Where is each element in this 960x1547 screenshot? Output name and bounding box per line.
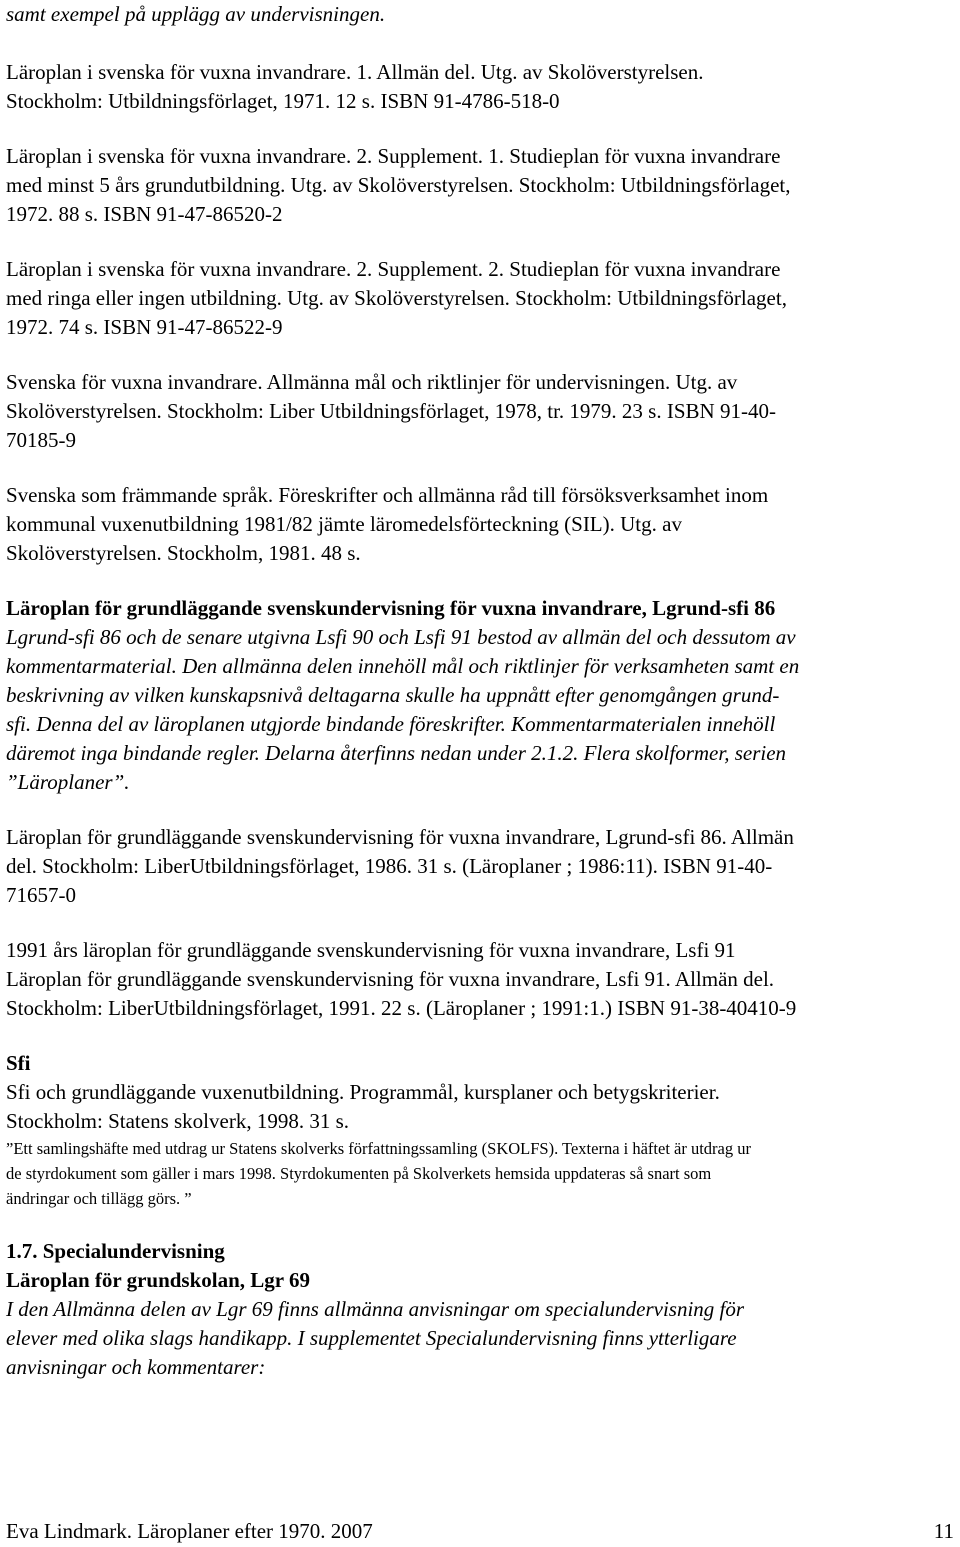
note-line: ”Ett samlingshäfte med utdrag ur Statens skolverks författningssamling (SKOLFS). Texterna i häftet är utdrag ur <box>6 1139 751 1158</box>
heading-text: Läroplan för grundläggande svenskundervisning för vuxna invandrare, Lgrund-sfi 86 <box>6 596 776 620</box>
reference-line: 1972. 88 s. ISBN 91-47-86520-2 <box>6 202 283 226</box>
reference-line: Skolöverstyrelsen. Stockholm, 1981. 48 s. <box>6 541 361 565</box>
reference-line: Skolöverstyrelsen. Stockholm: Liber Utbildningsförlaget, 1978, tr. 1979. 23 s. ISBN 91-40- <box>6 399 776 423</box>
description-line: däremot inga bindande regler. Delarna återfinns nedan under 2.1.2. Flera skolformer, serien <box>6 741 787 765</box>
section-heading-lgrund <box>6 594 954 623</box>
heading-text: 1.7. Specialundervisning <box>6 1239 225 1263</box>
reference-line: 1972. 74 s. ISBN 91-47-86522-9 <box>6 315 283 339</box>
reference-entry <box>6 1078 954 1136</box>
special-description <box>6 1295 954 1382</box>
reference-line: Läroplan för grundläggande svenskundervisning för vuxna invandrare, Lgrund-sfi 86. Allmän <box>6 825 794 849</box>
description-line: kommentarmaterial. Den allmänna delen innehöll mål och riktlinjer för verksamheten samt en <box>6 654 800 678</box>
reference-entry <box>6 936 954 1023</box>
page-footer <box>6 1517 954 1546</box>
reference-line: del. Stockholm: LiberUtbildningsförlaget, 1986. 31 s. (Läroplaner ; 1986:11). ISBN 91-40- <box>6 854 773 878</box>
reference-line: Stockholm: Statens skolverk, 1998. 31 s. <box>6 1109 349 1133</box>
reference-entry <box>6 368 954 455</box>
reference-entry <box>6 823 954 910</box>
reference-entry <box>6 142 954 229</box>
reference-line: 70185-9 <box>6 428 76 452</box>
page-number: 11 <box>933 1519 954 1543</box>
reference-line: 71657-0 <box>6 883 76 907</box>
note-line: de styrdokument som gäller i mars 1998. Styrdokumenten på Skolverkets hemsida uppdateras så snart som <box>6 1164 712 1183</box>
reference-line: Stockholm: LiberUtbildningsförlaget, 1991. 22 s. (Läroplaner ; 1991:1.) ISBN 91-38-40410-9 <box>6 996 797 1020</box>
section-heading-sfi <box>6 1049 954 1078</box>
reference-line: Läroplan i svenska för vuxna invandrare. 2. Supplement. 2. Studieplan för vuxna invandrare <box>6 257 781 281</box>
heading-text: Sfi <box>6 1051 31 1075</box>
document-page <box>6 0 954 1382</box>
description-line: ”Läroplaner”. <box>6 770 130 794</box>
description-line: elever med olika slags handikapp. I supplementet Specialundervisning finns ytterligare <box>6 1326 737 1350</box>
intro-text <box>6 0 954 29</box>
reference-line: med minst 5 års grundutbildning. Utg. av Skolöverstyrelsen. Stockholm: Utbildningsförlaget, <box>6 173 791 197</box>
footer-title: Eva Lindmark. Läroplaner efter 1970. 2007 <box>6 1519 373 1543</box>
description-line: anvisningar och kommentarer: <box>6 1355 266 1379</box>
subheading-text: Läroplan för grundskolan, Lgr 69 <box>6 1268 310 1292</box>
section-heading-special <box>6 1237 954 1295</box>
reference-line: Svenska som främmande språk. Föreskrifter och allmänna råd till försöksverksamhet inom <box>6 483 769 507</box>
reference-entry <box>6 58 954 116</box>
reference-line: Läroplan för grundläggande svenskundervisning för vuxna invandrare, Lsfi 91. Allmän del. <box>6 967 775 991</box>
reference-line: Sfi och grundläggande vuxenutbildning. Programmål, kursplaner och betygskriterier. <box>6 1080 720 1104</box>
reference-line: 1991 års läroplan för grundläggande svenskundervisning för vuxna invandrare, Lsfi 91 <box>6 938 736 962</box>
reference-entry <box>6 481 954 568</box>
sfi-note <box>6 1136 954 1211</box>
intro-line: samt exempel på upplägg av undervisningen. <box>6 2 386 26</box>
description-line: I den Allmänna delen av Lgr 69 finns allmänna anvisningar om specialundervisning för <box>6 1297 745 1321</box>
reference-line: kommunal vuxenutbildning 1981/82 jämte läromedelsförteckning (SIL). Utg. av <box>6 512 682 536</box>
description-line: beskrivning av vilken kunskapsnivå deltagarna skulle ha uppnått efter genomgången grund- <box>6 683 780 707</box>
reference-line: med ringa eller ingen utbildning. Utg. av Skolöverstyrelsen. Stockholm: Utbildningsförlaget, <box>6 286 787 310</box>
note-line: ändringar och tillägg görs. ” <box>6 1189 192 1208</box>
reference-line: Svenska för vuxna invandrare. Allmänna mål och riktlinjer för undervisningen. Utg. av <box>6 370 738 394</box>
lgrund-description <box>6 623 954 797</box>
reference-entry <box>6 255 954 342</box>
reference-line: Läroplan i svenska för vuxna invandrare. 2. Supplement. 1. Studieplan för vuxna invandrare <box>6 144 781 168</box>
description-line: Lgrund-sfi 86 och de senare utgivna Lsfi 90 och Lsfi 91 bestod av allmän del och dessutom av <box>6 625 796 649</box>
reference-line: Läroplan i svenska för vuxna invandrare. 1. Allmän del. Utg. av Skolöverstyrelsen. <box>6 60 704 84</box>
description-line: sfi. Denna del av läroplanen utgjorde bindande föreskrifter. Kommentarmaterialen innehöll <box>6 712 776 736</box>
reference-line: Stockholm: Utbildningsförlaget, 1971. 12 s. ISBN 91-4786-518-0 <box>6 89 560 113</box>
